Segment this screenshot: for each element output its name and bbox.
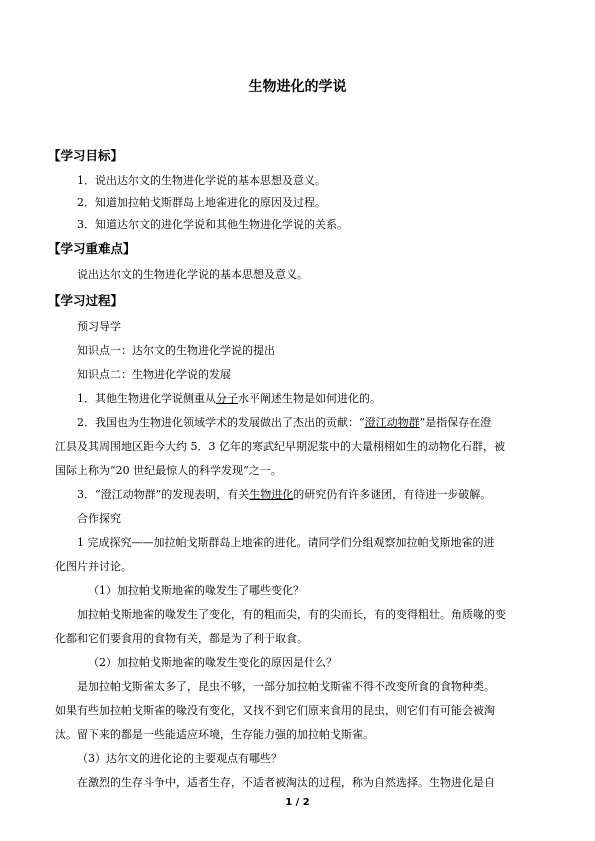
preview-label: 预习导学 [77, 320, 121, 333]
sub-answer-2-line-3: 汰。留下来的都是一些能适应环境，生存能力强的加拉帕戈斯雀。 [55, 728, 374, 741]
key-points-text: 说出达尔文的生物进化学说的基本思想及意义。 [77, 268, 308, 281]
key-points-heading: 【学习重难点】 [48, 241, 136, 256]
sub-answer-3-line-1: 在激烈的生存斗争中，适者生存，不适者被淘汰的过程，称为自然选择。生物进化是自 [77, 776, 495, 789]
question-2-line-1 [77, 416, 491, 430]
sub-question-3: （3）达尔文的进化论的主要观点有哪些？ [77, 752, 282, 765]
process-heading: 【学习过程】 [48, 293, 124, 308]
objective-item-3: 3．知道达尔文的进化学说和其他生物进化学说的关系。 [77, 218, 348, 231]
question-3-answer: 生物进化 [249, 488, 294, 501]
question-2-line-2: 江县及其周围地区距今大约 5．3 亿年的寒武纪早期泥浆中的大量栩栩如生的动物化石群，被 [55, 440, 505, 453]
objectives-heading: 【学习目标】 [48, 148, 124, 163]
page-title: 生物进化的学说 [248, 79, 347, 95]
question-1-text-a: 1．其他生物进化学说侧重从 [77, 392, 216, 405]
sub-answer-2-line-2: 如果有些加拉帕戈斯雀的喙没有变化，又找不到它们原来食用的昆虫，则它们有可能会被淘 [55, 704, 495, 717]
cooperative-inquiry-label: 合作探究 [77, 512, 121, 525]
question-1-answer: 分子 [216, 392, 238, 405]
sub-question-1: （1）加拉帕戈斯地雀的喙发生了哪些变化？ [88, 584, 304, 597]
question-2-text-a: 2．我国也为生物进化领域学术的发展做出了杰出的贡献：“ [77, 416, 365, 429]
question-1 [77, 392, 381, 406]
sub-question-2: （2）加拉帕戈斯地雀的喙发生变化的原因是什么？ [88, 656, 337, 669]
question-3 [77, 488, 491, 502]
inquiry-line-1: 1 完成探究——加拉帕戈斯群岛上地雀的进化。请同学们分组观察加拉帕戈斯地雀的进 [77, 536, 495, 549]
question-3-text-b: 的研究仍有许多谜团，有待进一步破解。 [293, 488, 492, 501]
inquiry-line-2: 化图片并讨论。 [55, 560, 132, 573]
question-2-answer: 澄江动物群 [364, 416, 420, 429]
sub-answer-2-line-1: 是加拉帕戈斯雀太多了，昆虫不够，一部分加拉帕戈斯雀不得不改变所食的食物种类。 [77, 680, 495, 693]
question-1-text-b: 水平阐述生物是如何进化的。 [238, 392, 381, 405]
objective-item-2: 2．知道加拉帕戈斯群岛上地雀进化的原因及过程。 [77, 196, 326, 209]
sub-answer-1-line-2: 化都和它们要食用的食物有关，都是为了利于取食。 [55, 632, 308, 645]
objective-item-1: 1．说出达尔文的生物进化学说的基本思想及意义。 [77, 174, 326, 187]
question-3-text-a: 3．“澄江动物群”的发现表明，有关 [77, 488, 250, 501]
page-number: 1 / 2 [285, 797, 310, 808]
knowledge-point-2: 知识点二：生物进化学说的发展 [77, 368, 231, 381]
sub-answer-1-line-1: 加拉帕戈斯地雀的喙发生了变化，有的粗而尖，有的尖而长，有的变得粗壮。角质喙的变 [77, 608, 506, 621]
question-2-text-b: ”是指保存在澄 [419, 416, 492, 429]
question-2-line-3: 国际上称为“20 世纪最惊人的科学发现”之一。 [55, 464, 282, 477]
knowledge-point-1: 知识点一：达尔文的生物进化学说的提出 [77, 344, 275, 357]
